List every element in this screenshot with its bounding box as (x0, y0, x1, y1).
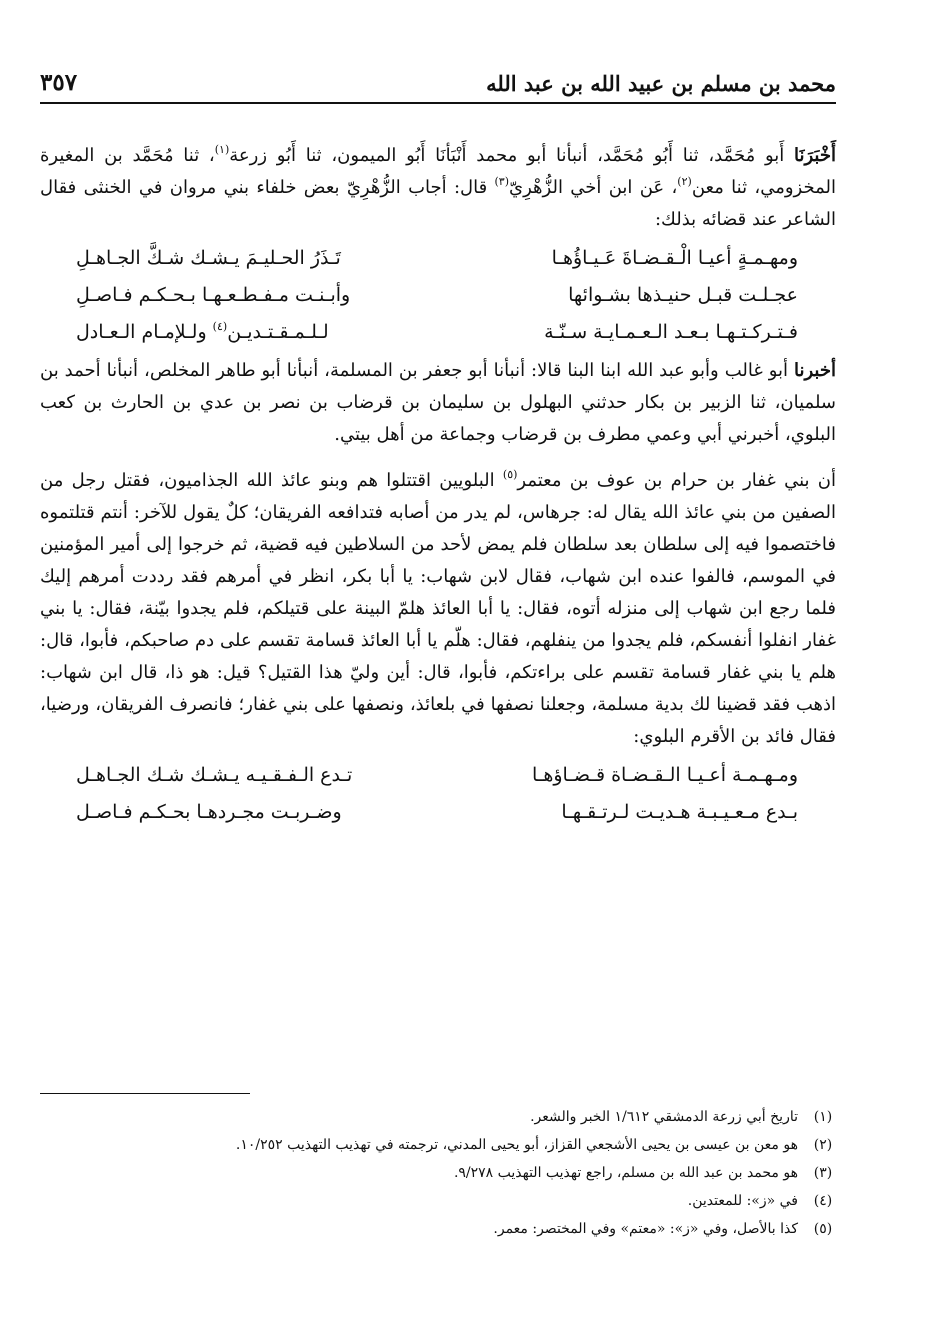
footnote-separator (40, 1093, 250, 1094)
footnote-number: (٤) (813, 1193, 833, 1209)
verse-second-half: وأبـنـت مـفـطـعـهـا بـحـكـم فـاصـلِ (76, 284, 351, 306)
footnote-ref-3: (٣) (494, 175, 510, 188)
footnote (40, 1159, 836, 1187)
paragraph-text: أَبو مُحَمَّد، ثنا أَبُو مُحَمَّد، أنبأنا أبو محمد أَنْبَأنَا أَبُو الميمون، ثنا أَبُو زرعة (229, 145, 794, 166)
footnote (40, 1131, 836, 1159)
paragraph-3 (40, 465, 836, 753)
running-title: محمد بن مسلم بن عبيد الله بن عبد الله (486, 71, 836, 96)
verse-line (40, 794, 836, 831)
verse-line (40, 240, 836, 277)
paragraph-lead: أَخْبَرَنَا (794, 145, 836, 166)
footnote-text: تاريخ أبي زرعة الدمشقي ١/٦١٢ الخبر والشعر. (530, 1109, 798, 1125)
verse-line (40, 277, 836, 314)
verse-first-half: ومـهـمـة أعـيـا الـقـضـاة قـضـاؤهـا (532, 764, 798, 786)
footnote-text: في «ز»: للمعتدين. (687, 1193, 798, 1209)
verse-second-half: وضـربـت مجـردهـا بحـكـم فـاصـل (76, 801, 342, 823)
poem-1 (40, 240, 836, 351)
footnote (40, 1103, 836, 1131)
paragraph-text: قال: أجاب الزُّهْرِيّ بعض خلفاء بني مروان في الخنثى فقال الشاعر عند قضائه بذلك: (40, 177, 836, 230)
paragraph-1 (40, 140, 836, 236)
footnote-number: (٢) (813, 1137, 833, 1153)
verse-text: ولـلإمـام الـعـادل (76, 321, 213, 343)
paragraph-text: البلويين اقتتلوا هم وبنو عائذ الله الجذاميون، فقتل رجل من الصفين من بني عائذ الله يقال له: جرهاس، لم يدر من أصابه فتدافعه الفريقان؛ كلٌ يقول للآخر: أنتم قتلتموه فاختصموا فيه إلى سلطان بعد سلطان فلم يمض لأحد من السلاطين فيه قضية، ثم خرجوا إلى أمير المؤمنين في الموسم، فالفوا عنده ابن شهاب، فقال لابن شهاب: يا أبا بكر، انظر في أمرهم فقد رددت أمرهم إليك فلما رجع ابن شهاب إلى منزله أتوه، فقال: يا أبا العائذ هلمّ البينة على قتيلكم، فلم يجدوا بيّنة، فقال: يا بني غفار انفلوا أنفسكم، فلم يجدوا من ينفلهم، فقال: هلّم يا أبا العائذ قسامة تقسم على دم صاحبكم، فأبوا، قال: هلم يا بني غفار قسامة تقسم على براءتكم، فأبوا، قال: أين وليّ هذا القتيل؟ قيل: هو ذا، قال ابن شهاب: اذهب فقد قضينا لك بدية مسلمة، وجعلنا نصفها في بلعائذ، ونصفها على بني غفار؛ فانصرف الفريقان، ورضيا، فقال فائد بن الأقرم البلوي: (40, 470, 836, 747)
verse-first-half: بـدع مـعـيـبـة هـديـت لـرتـقـهـا (561, 801, 798, 823)
paragraph-text: أن بني غفار بن حرام بن عوف بن معتمر (517, 470, 837, 491)
page-number: ٣٥٧ (40, 69, 78, 96)
footnote (40, 1187, 836, 1215)
verse-first-half: عجـلـت قبـل حنيـذها بشـوائها (568, 284, 798, 306)
footnote (40, 1215, 836, 1243)
footnote-text: هو محمد بن عبد الله بن مسلم، راجع تهذيب التهذيب ٩/٢٧٨. (453, 1165, 798, 1181)
verse-line (40, 757, 836, 794)
footnote-ref-5: (٥) (502, 468, 518, 481)
footnote-ref-1: (١) (214, 143, 230, 156)
verse-first-half: فـتـركـتـهـا بـعـد الـعـمـايـة سـنّـة (544, 321, 798, 343)
footnote-ref-2: (٢) (677, 175, 692, 188)
footnotes (40, 1103, 836, 1243)
paragraph-2 (40, 355, 836, 451)
paragraph-text: أبو غالب وأبو عبد الله ابنا البنا قالا: أنبأنا أبو جعفر بن المسلمة، أنبأنا أبو طاهر المخلص، أنبأنا أحمد بن سلميان، ثنا الزبير بن بكار حدثني البهلول بن سليمان بن قرضاب بن نصر بن عدي بن الحارث بن كعب البلوي، أخبرني أبي وعمي مطرف بن قرضاب وجماعة من أهل بيتي. (40, 360, 836, 445)
main-text (40, 140, 836, 835)
footnote-number: (٥) (813, 1221, 833, 1237)
footnote-number: (١) (813, 1109, 833, 1125)
paragraph-lead: أخبرنا (794, 360, 836, 381)
verse-second-half: تـدع الـفـقـيـه يـشـك شـك الجـاهـل (76, 764, 353, 786)
verse-text: لـلـمـقـتـديـن (227, 321, 329, 343)
verse-second-half: تَـذَرُ الحـليـمَ يـشـك شـكَّ الجـاهـلِ (76, 247, 341, 269)
verse-second-half (76, 314, 329, 351)
verse-first-half: ومهـمـةٍ أعيـا الْـقـضـاةَ عَـيـاؤُهـا (551, 247, 798, 269)
footnote-ref-4: (٤) (212, 320, 228, 333)
footnote-text: هو معن بن عيسى بن يحيى الأشجعي القزاز، أبو يحيى المدني، ترجمته في تهذيب التهذيب ١٠/٢٥٢. (235, 1137, 798, 1153)
paragraph-text: ، ثنا مُحَمَّد بن المغيرة المخزومي، ثنا معن (40, 145, 836, 198)
footnote-number: (٣) (813, 1165, 833, 1181)
page-header (40, 62, 836, 104)
poem-2 (40, 757, 836, 831)
verse-line (40, 314, 836, 351)
footnote-text: كذا بالأصل، وفي «ز»: «معتم» وفي المختصر: معمر. (493, 1221, 798, 1237)
paragraph-text: ، عَن ابن أخي الزُّهْرِيّ (509, 177, 678, 198)
